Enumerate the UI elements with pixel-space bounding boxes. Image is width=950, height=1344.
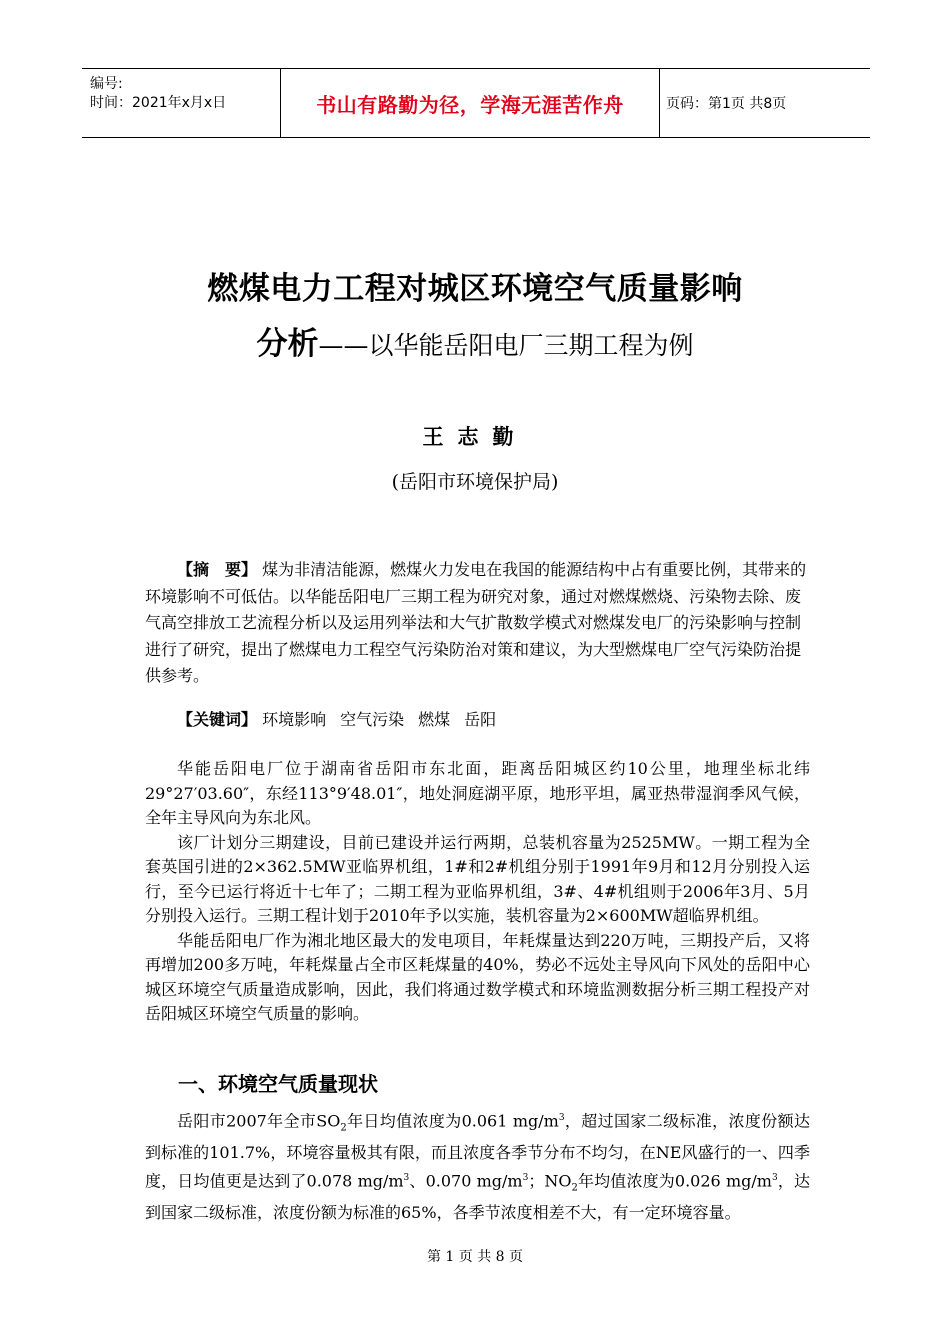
keyword-item: 燃煤	[418, 710, 451, 729]
page-footer: 第 1 页 共 8 页	[426, 1249, 524, 1265]
body-paragraph: 岳阳市2007年全市$SO_2$年日均值浓度为0.061 $mg/m^3$，超过国家二级标准，浓度份额达到标准的101.7%，环境容量极其有限，而且浓度各季节分布不均匀，在NE风盛行的一、四季度，日均值更是达到了0.078 $mg/m^3$、0.070 $mg/m^3$；$NO_2$年均值浓度为0.026 $mg/m^3$，达到国家二级标准，浓度份额为标准的65%，各季节浓度相差不大，有一定环境容量。	[145, 1111, 810, 1222]
abstract-text: 煤为非清洁能源，燃煤火力发电在我国的能源结构中占有重要比例，其带来的环境影响不可低估。以华能岳阳电厂三期工程为研究对象，通过对燃煤燃烧、污染物去除、废气高空排放工艺流程分析以及运用列举法和大气扩散数学模式对燃煤发电厂的污染影响与控制进行了研究，提出了燃煤电力工程空气污染防治对策和建议，为大型燃煤电厂空气污染防治提供参考。	[145, 560, 807, 685]
body-paragraph: 华能岳阳电厂作为湘北地区最大的发电项目，年耗煤量达到220万吨，三期投产后，又将再增加200多万吨，年耗煤量占全市区耗煤量的40%，势必不远处主导风向下风处的岳阳中心城区环境空气质量造成影响，因此，我们将通过数学模式和环境监测数据分析三期工程投产对岳阳城区环境空气质量的影响。	[145, 930, 810, 1023]
page-header	[82, 68, 870, 138]
author-name: 王志勤	[422, 424, 528, 449]
header-meta-cell	[82, 69, 281, 137]
header-motto: 书山有路勤为径，学海无涯苦作舟	[316, 92, 624, 117]
doc-title-line2-bold: 分析	[256, 326, 319, 362]
doc-subtitle: ——以华能岳阳电厂三期工程为例	[318, 331, 694, 360]
section1-body	[145, 1106, 810, 1225]
author-organization: (岳阳市环境保护局)	[391, 471, 559, 493]
header-page-cell	[660, 69, 870, 137]
abstract	[145, 557, 810, 690]
abstract-label: 【摘 要】	[177, 560, 258, 579]
keyword-item: 空气污染	[340, 710, 405, 729]
intro-body	[145, 757, 810, 1027]
header-page-info: 页码：第1页 共8页	[666, 96, 787, 112]
keywords-label: 【关键词】	[177, 710, 258, 729]
doc-time-label: 时间：2021年x月x日	[90, 95, 227, 111]
doc-number-label: 编号:	[90, 76, 123, 92]
keyword-item: 岳阳	[464, 710, 497, 729]
header-motto-cell	[281, 69, 660, 137]
doc-title-line1: 燃煤电力工程对城区环境空气质量影响	[207, 271, 743, 307]
keyword-item: 环境影响	[262, 710, 327, 729]
section-heading: 一、环境空气质量现状	[178, 1072, 378, 1096]
keywords	[177, 707, 510, 730]
doc-title-line2	[0, 318, 950, 363]
body-paragraph: 华能岳阳电厂位于湖南省岳阳市东北面，距离岳阳城区约10公里，地理坐标北纬29°27′03.60″，东经113°9′48.01″，地处洞庭湖平原，地形平坦，属亚热带湿润季风气候，全年主导风向为东北风。	[145, 759, 810, 827]
body-paragraph: 该厂计划分三期建设，目前已建设并运行两期，总装机容量为2525MW。一期工程为全套英国引进的2×362.5MW亚临界机组，1#和2#机组分别于1991年9月和12月分别投入运行，至今已运行将近十七年了；二期工程为亚临界机组，3#、4#机组则于2006年3月、5月分别投入运行。三期工程计划于2010年予以实施，装机容量为2×600MW超临界机组。	[145, 832, 810, 925]
